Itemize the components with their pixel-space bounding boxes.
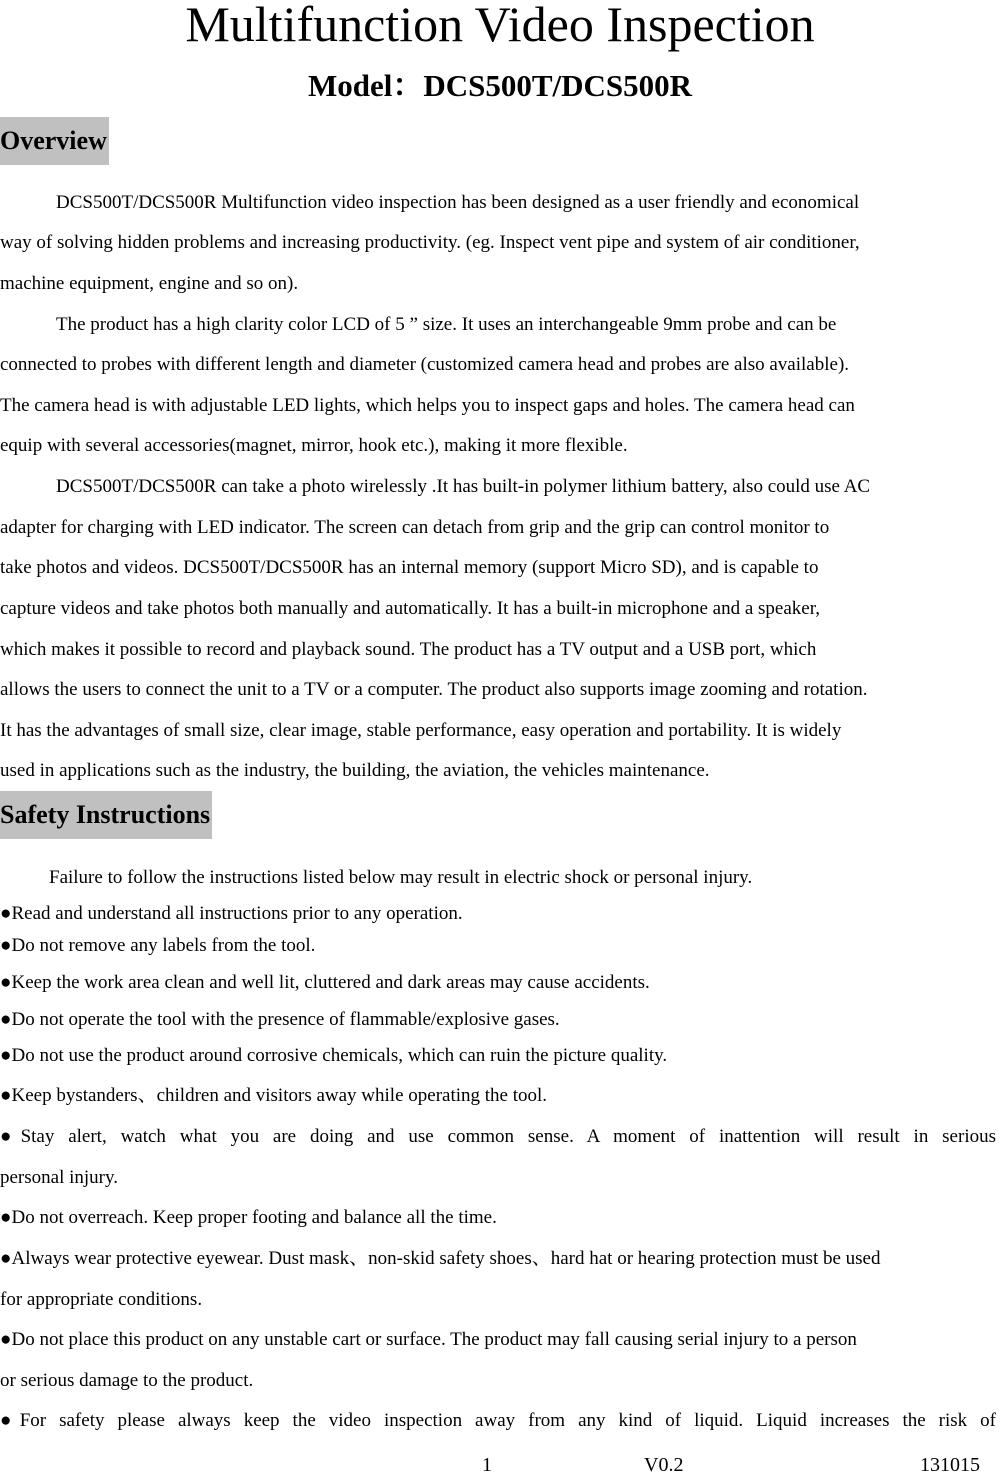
safety-line-8: personal injury. bbox=[0, 1167, 119, 1188]
overview-line-1: DCS500T/DCS500R Multifunction video inspection has been designed as a user friendly and economical bbox=[56, 192, 860, 213]
safety-line-10: ●Always wear protective eyewear. Dust mask、non-skid safety shoes、hard hat or hearing protection must be used bbox=[0, 1248, 881, 1269]
overview-line-10: take photos and videos. DCS500T/DCS500R has an internal memory (support Micro SD), and is capable to bbox=[0, 557, 819, 578]
document-title: Multifunction Video Inspection bbox=[185, 0, 815, 52]
safety-line-4: ●Do not operate the tool with the presence of flammable/explosive gases. bbox=[0, 1009, 560, 1030]
overview-line-7: equip with several accessories(magnet, mirror, hook etc.), making it more flexible. bbox=[0, 435, 628, 456]
safety-line-2: ●Do not remove any labels from the tool. bbox=[0, 935, 316, 956]
overview-line-8: DCS500T/DCS500R can take a photo wirelessly .It has built-in polymer lithium battery, also could use AC bbox=[56, 476, 871, 497]
overview-line-3: machine equipment, engine and so on). bbox=[0, 273, 299, 294]
overview-heading: Overview bbox=[0, 117, 109, 165]
model-subtitle: Model：DCS500T/DCS500R bbox=[307, 68, 693, 103]
version-label: V0.2 bbox=[644, 1454, 684, 1476]
safety-line-3: ●Keep the work area clean and well lit, cluttered and dark areas may cause accidents. bbox=[0, 972, 650, 993]
safety-line-5: ●Do not use the product around corrosive chemicals, which can ruin the picture quality. bbox=[0, 1045, 668, 1066]
overview-line-11: capture videos and take photos both manually and automatically. It has a built-in microphone and a speaker, bbox=[0, 598, 821, 619]
overview-line-9: adapter for charging with LED indicator. The screen can detach from grip and the grip can control monitor to bbox=[0, 517, 830, 538]
overview-line-5: connected to probes with different length and diameter (customized camera head and probes are also available). bbox=[0, 354, 850, 375]
safety-line-11: for appropriate conditions. bbox=[0, 1289, 203, 1310]
safety-line-14: ●For safety please always keep the video inspection away from any kind of liquid. Liquid increases the risk of bbox=[0, 1410, 996, 1431]
safety-line-6: ●Keep bystanders、children and visitors away while operating the tool. bbox=[0, 1085, 548, 1106]
overview-line-15: used in applications such as the industry, the building, the aviation, the vehicles maintenance. bbox=[0, 760, 710, 781]
overview-line-4: The product has a high clarity color LCD of 5 ” size. It uses an interchangeable 9mm probe and can be bbox=[56, 314, 837, 335]
page-number: 1 bbox=[482, 1454, 492, 1476]
safety-line-12: ●Do not place this product on any unstable cart or surface. The product may fall causing serial injury to a person bbox=[0, 1329, 857, 1350]
safety-line-9: ●Do not overreach. Keep proper footing and balance all the time. bbox=[0, 1207, 497, 1228]
safety-line-13: or serious damage to the product. bbox=[0, 1370, 254, 1391]
safety-line-7: ●Stay alert, watch what you are doing and use common sense. A moment of inattention will result in serious bbox=[0, 1126, 996, 1147]
overview-line-12: which makes it possible to record and playback sound. The product has a TV output and a USB port, which bbox=[0, 639, 817, 660]
safety-heading: Safety Instructions bbox=[0, 791, 212, 839]
safety-intro: Failure to follow the instructions listed below may result in electric shock or personal injury. bbox=[49, 867, 753, 888]
overview-line-14: It has the advantages of small size, clear image, stable performance, easy operation and portability. It is widely bbox=[0, 720, 842, 741]
overview-line-13: allows the users to connect the unit to a TV or a computer. The product also supports image zooming and rotation. bbox=[0, 679, 868, 700]
safety-line-1: ●Read and understand all instructions prior to any operation. bbox=[0, 903, 463, 924]
document-code: 131015 bbox=[920, 1454, 980, 1476]
overview-line-6: The camera head is with adjustable LED lights, which helps you to inspect gaps and holes. The camera head can bbox=[0, 395, 855, 416]
overview-line-2: way of solving hidden problems and increasing productivity. (eg. Inspect vent pipe and system of air conditioner, bbox=[0, 232, 860, 253]
